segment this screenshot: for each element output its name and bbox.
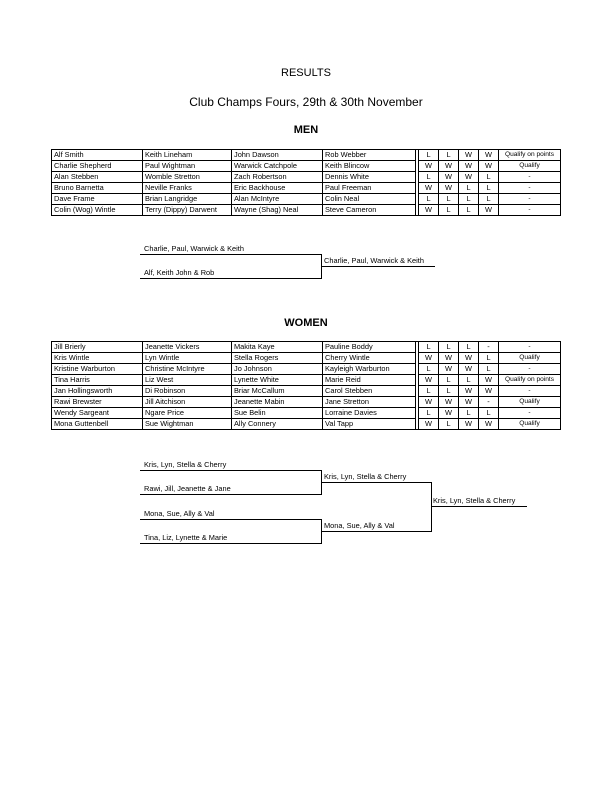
table-row xyxy=(52,375,561,386)
player-cell: Rawi Brewster xyxy=(52,397,143,408)
player-cell: Kris Wintle xyxy=(52,353,143,364)
women-sf1-top: Kris, Lyn, Stella & Cherry xyxy=(144,460,227,469)
result-cell: - xyxy=(479,397,499,408)
result-cell: W xyxy=(459,397,479,408)
player-cell: Christine McIntyre xyxy=(143,364,232,375)
status-cell: - xyxy=(499,183,561,194)
player-cell: Kristine Warburton xyxy=(52,364,143,375)
player-cell: Paul Freeman xyxy=(323,183,416,194)
result-cell: L xyxy=(459,342,479,353)
player-cell: Colin Neal xyxy=(323,194,416,205)
player-cell: Alan McIntyre xyxy=(232,194,323,205)
player-cell: Terry (Dippy) Darwent xyxy=(143,205,232,216)
player-cell: Jill Aitchison xyxy=(143,397,232,408)
bracket-line xyxy=(140,470,322,471)
player-cell: Brian Langridge xyxy=(143,194,232,205)
status-cell: Qualify on points xyxy=(499,375,561,386)
result-cell: L xyxy=(439,205,459,216)
result-cell: W xyxy=(439,161,459,172)
player-cell: Jill Brierly xyxy=(52,342,143,353)
table-row xyxy=(52,183,561,194)
result-cell: L xyxy=(439,150,459,161)
result-cell: W xyxy=(459,364,479,375)
women-final-bottom: Mona, Sue, Ally & Val xyxy=(324,521,395,530)
player-cell: Warwick Catchpole xyxy=(232,161,323,172)
men-heading: MEN xyxy=(293,124,319,136)
player-cell: Pauline Boddy xyxy=(323,342,416,353)
result-cell: L xyxy=(419,386,439,397)
result-cell: W xyxy=(439,397,459,408)
table-row xyxy=(52,342,561,353)
player-cell: Kayleigh Warburton xyxy=(323,364,416,375)
table-row xyxy=(52,194,561,205)
status-cell: Qualify xyxy=(499,161,561,172)
bracket-line xyxy=(432,506,527,507)
table-row xyxy=(52,364,561,375)
player-cell: Dave Frame xyxy=(52,194,143,205)
bracket-line xyxy=(140,494,322,495)
result-cell: W xyxy=(479,205,499,216)
player-cell: Steve Cameron xyxy=(323,205,416,216)
player-cell: Stella Rogers xyxy=(232,353,323,364)
player-cell: Wendy Sargeant xyxy=(52,408,143,419)
player-cell: Rob Webber xyxy=(323,150,416,161)
result-cell: W xyxy=(439,183,459,194)
status-cell: Qualify xyxy=(499,353,561,364)
player-cell: Marie Reid xyxy=(323,375,416,386)
player-cell: Jeanette Mabin xyxy=(232,397,323,408)
women-sf1-bottom: Rawi, Jill, Jeanette & Jane xyxy=(144,484,231,493)
result-cell: W xyxy=(459,150,479,161)
player-cell: Zach Robertson xyxy=(232,172,323,183)
table-row xyxy=(52,150,561,161)
bracket-line xyxy=(140,254,322,255)
status-cell: - xyxy=(499,205,561,216)
result-cell: L xyxy=(439,342,459,353)
player-cell: Alf Smith xyxy=(52,150,143,161)
result-cell: L xyxy=(479,408,499,419)
status-cell: - xyxy=(499,408,561,419)
result-cell: W xyxy=(459,386,479,397)
result-cell: W xyxy=(439,353,459,364)
player-cell: Keith Lineham xyxy=(143,150,232,161)
player-cell: Briar McCallum xyxy=(232,386,323,397)
player-cell: Charlie Shepherd xyxy=(52,161,143,172)
women-heading: WOMEN xyxy=(284,317,328,329)
result-cell: L xyxy=(439,194,459,205)
women-final-top: Kris, Lyn, Stella & Cherry xyxy=(324,472,407,481)
bracket-line xyxy=(322,266,435,267)
table-row xyxy=(52,172,561,183)
player-cell: Keith Blincow xyxy=(323,161,416,172)
status-cell: - xyxy=(499,194,561,205)
result-cell: W xyxy=(479,161,499,172)
table-row xyxy=(52,419,561,430)
player-cell: Dennis White xyxy=(323,172,416,183)
result-cell: W xyxy=(439,364,459,375)
result-cell: W xyxy=(479,375,499,386)
men-bracket-bottom: Alf, Keith John & Rob xyxy=(144,268,215,277)
women-sf2-top: Mona, Sue, Ally & Val xyxy=(144,509,215,518)
status-cell: Qualify xyxy=(499,397,561,408)
result-cell: W xyxy=(479,150,499,161)
player-cell: Cherry Wintle xyxy=(323,353,416,364)
player-cell: Makita Kaye xyxy=(232,342,323,353)
player-cell: John Dawson xyxy=(232,150,323,161)
status-cell: - xyxy=(499,172,561,183)
result-cell: L xyxy=(439,375,459,386)
bracket-line xyxy=(322,482,432,483)
table-row xyxy=(52,161,561,172)
player-cell: Tina Harris xyxy=(52,375,143,386)
player-cell: Liz West xyxy=(143,375,232,386)
result-cell: W xyxy=(479,419,499,430)
status-cell: Qualify xyxy=(499,419,561,430)
result-cell: L xyxy=(459,205,479,216)
bracket-line xyxy=(140,543,322,544)
player-cell: Womble Stretton xyxy=(143,172,232,183)
bracket-line xyxy=(140,278,322,279)
table-row xyxy=(52,205,561,216)
status-cell: - xyxy=(499,342,561,353)
result-cell: L xyxy=(479,172,499,183)
result-cell: L xyxy=(419,364,439,375)
result-cell: W xyxy=(419,397,439,408)
result-cell: L xyxy=(459,183,479,194)
player-cell: Paul Wightman xyxy=(143,161,232,172)
player-cell: Sue Belin xyxy=(232,408,323,419)
result-cell: L xyxy=(439,386,459,397)
table-row xyxy=(52,386,561,397)
page-title: RESULTS xyxy=(281,67,331,79)
men-results-table xyxy=(51,149,561,216)
status-cell: Qualify on points xyxy=(499,150,561,161)
result-cell: W xyxy=(439,172,459,183)
result-cell: W xyxy=(459,353,479,364)
bracket-line xyxy=(140,519,322,520)
women-results-table xyxy=(51,341,561,430)
result-cell: W xyxy=(459,161,479,172)
result-cell: L xyxy=(459,408,479,419)
status-cell: - xyxy=(499,386,561,397)
result-cell: W xyxy=(419,161,439,172)
men-bracket-top: Charlie, Paul, Warwick & Keith xyxy=(144,244,244,253)
player-cell: Bruno Barnetta xyxy=(52,183,143,194)
result-cell: L xyxy=(419,408,439,419)
status-cell: - xyxy=(499,364,561,375)
result-cell: L xyxy=(459,375,479,386)
player-cell: Lorraine Davies xyxy=(323,408,416,419)
result-cell: L xyxy=(419,172,439,183)
result-cell: W xyxy=(459,172,479,183)
player-cell: Ally Connery xyxy=(232,419,323,430)
player-cell: Lynette White xyxy=(232,375,323,386)
player-cell: Neville Franks xyxy=(143,183,232,194)
result-cell: W xyxy=(439,408,459,419)
men-bracket-winner: Charlie, Paul, Warwick & Keith xyxy=(324,256,424,265)
result-cell: L xyxy=(419,194,439,205)
result-cell: W xyxy=(459,419,479,430)
event-subtitle: Club Champs Fours, 29th & 30th November xyxy=(189,95,423,109)
player-cell: Val Tapp xyxy=(323,419,416,430)
result-cell: W xyxy=(419,353,439,364)
player-cell: Jeanette Vickers xyxy=(143,342,232,353)
result-cell: W xyxy=(419,419,439,430)
result-cell: L xyxy=(479,364,499,375)
player-cell: Ngare Price xyxy=(143,408,232,419)
bracket-line xyxy=(322,531,432,532)
player-cell: Wayne (Shag) Neal xyxy=(232,205,323,216)
player-cell: Di Robinson xyxy=(143,386,232,397)
result-cell: L xyxy=(419,150,439,161)
result-cell: L xyxy=(459,194,479,205)
result-cell: L xyxy=(479,183,499,194)
player-cell: Mona Guttenbell xyxy=(52,419,143,430)
women-sf2-bottom: Tina, Liz, Lynette & Marie xyxy=(144,533,228,542)
table-row xyxy=(52,408,561,419)
player-cell: Alan Stebben xyxy=(52,172,143,183)
result-cell: W xyxy=(419,183,439,194)
women-bracket-winner: Kris, Lyn, Stella & Cherry xyxy=(433,496,516,505)
result-cell: L xyxy=(479,353,499,364)
player-cell: Jo Johnson xyxy=(232,364,323,375)
table-row xyxy=(52,397,561,408)
result-cell: L xyxy=(439,419,459,430)
bracket-line xyxy=(431,482,432,532)
result-cell: W xyxy=(419,375,439,386)
player-cell: Jan Hollingsworth xyxy=(52,386,143,397)
result-cell: W xyxy=(479,386,499,397)
result-cell: - xyxy=(479,342,499,353)
player-cell: Lyn Wintle xyxy=(143,353,232,364)
player-cell: Sue Wightman xyxy=(143,419,232,430)
player-cell: Colin (Wog) Wintle xyxy=(52,205,143,216)
player-cell: Eric Backhouse xyxy=(232,183,323,194)
player-cell: Carol Stebben xyxy=(323,386,416,397)
player-cell: Jane Stretton xyxy=(323,397,416,408)
result-cell: W xyxy=(419,205,439,216)
result-cell: L xyxy=(479,194,499,205)
table-row xyxy=(52,353,561,364)
result-cell: L xyxy=(419,342,439,353)
